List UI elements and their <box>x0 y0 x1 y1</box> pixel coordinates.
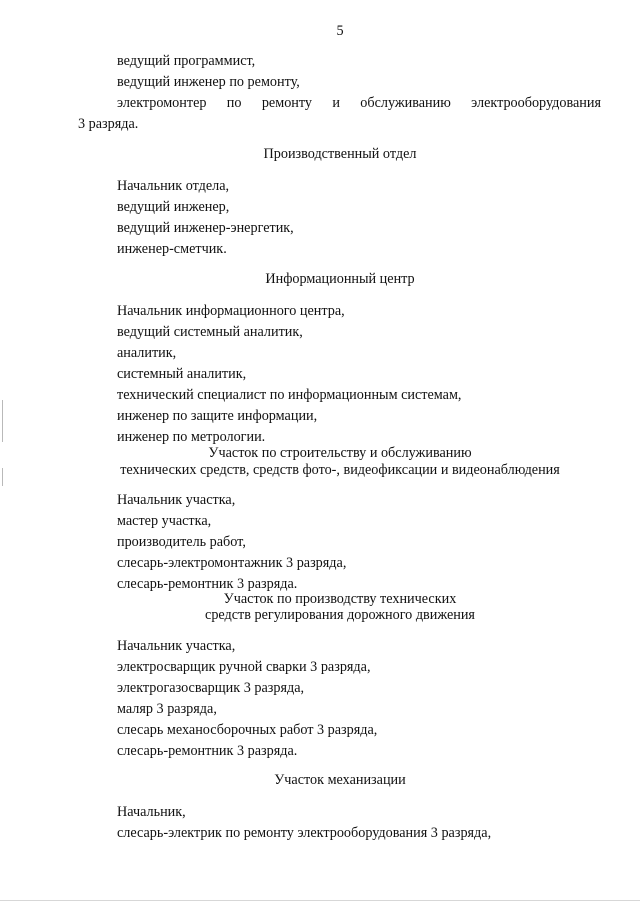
intro-item: ведущий инженер по ремонту, <box>117 74 300 90</box>
list-item: электросварщик ручной сварки 3 разряда, <box>117 659 371 675</box>
list-item: аналитик, <box>117 345 177 361</box>
scan-edge-mark <box>2 400 3 442</box>
list-item: Начальник участка, <box>117 492 236 508</box>
list-item: Начальник информационного центра, <box>117 303 345 319</box>
list-item: ведущий инженер, <box>117 199 230 215</box>
list-item: слесарь-ремонтник 3 разряда. <box>117 576 298 592</box>
list-item: инженер-сметчик. <box>117 241 227 257</box>
section-heading: средств регулирования дорожного движения <box>205 607 475 623</box>
scan-bottom-edge <box>0 900 640 901</box>
list-item: технический специалист по информационным системам, <box>117 387 462 403</box>
list-item: маляр 3 разряда, <box>117 701 217 717</box>
list-item: Начальник отдела, <box>117 178 230 194</box>
section-heading: Участок механизации <box>274 772 406 788</box>
list-item: электрогазосварщик 3 разряда, <box>117 680 305 696</box>
list-item: слесарь-электрик по ремонту электрооборудования 3 разряда, <box>117 825 492 841</box>
list-item: Начальник участка, <box>117 638 236 654</box>
section-heading: Информационный центр <box>265 271 415 287</box>
list-item: системный аналитик, <box>117 366 247 382</box>
list-item: слесарь механосборочных работ 3 разряда, <box>117 722 378 738</box>
list-item: слесарь-электромонтажник 3 разряда, <box>117 555 347 571</box>
intro-wrapped-item-continuation: 3 разряда. <box>78 116 139 132</box>
list-item: мастер участка, <box>117 513 212 529</box>
section-heading: Участок по производству технических <box>223 591 457 607</box>
list-item: инженер по защите информации, <box>117 408 318 424</box>
list-item: ведущий инженер-энергетик, <box>117 220 294 236</box>
intro-item: ведущий программист, <box>117 53 256 69</box>
section-heading: технических средств, средств фото-, видеофиксации и видеонаблюдения <box>120 462 560 478</box>
list-item: слесарь-ремонтник 3 разряда. <box>117 743 298 759</box>
intro-wrapped-item: электромонтер по ремонту и обслуживанию электрооборудования <box>117 95 601 111</box>
section-heading: Производственный отдел <box>263 146 417 162</box>
list-item: ведущий системный аналитик, <box>117 324 303 340</box>
scan-edge-mark <box>2 468 3 486</box>
section-heading: Участок по строительству и обслуживанию <box>208 445 472 461</box>
list-item: инженер по метрологии. <box>117 429 266 445</box>
list-item: производитель работ, <box>117 534 246 550</box>
page-number: 5 <box>336 23 344 39</box>
list-item: Начальник, <box>117 804 186 820</box>
